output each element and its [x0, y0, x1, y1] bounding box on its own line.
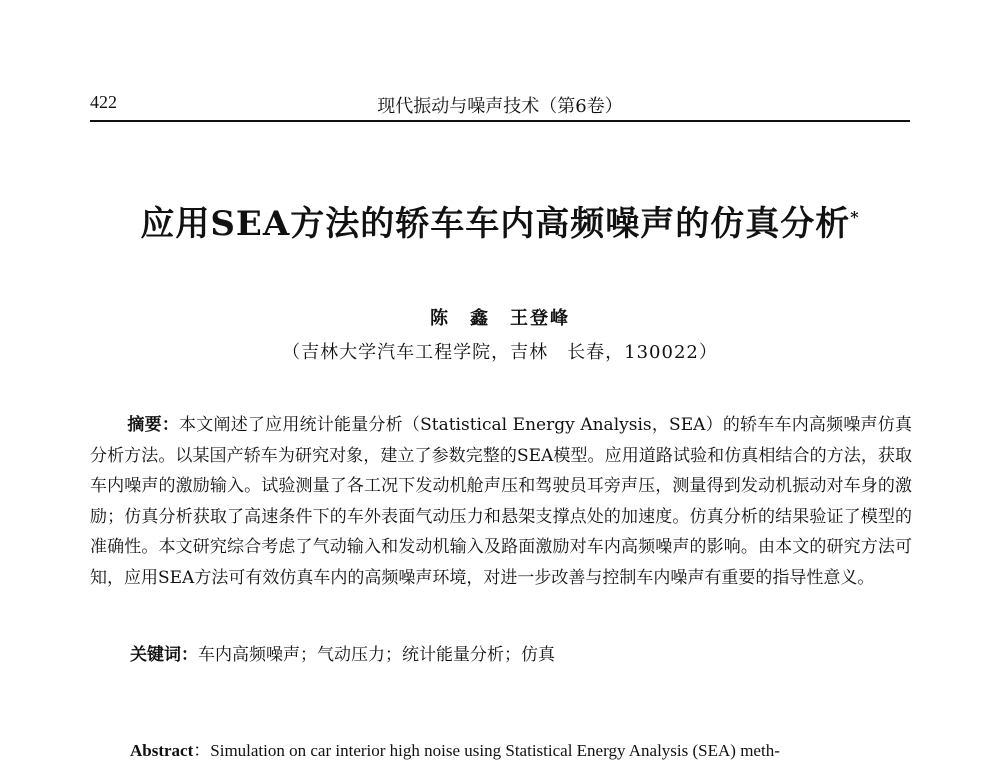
abstract-en-text: Simulation on car interior high noise using Statistical Energy Analysis (SEA) meth-: [210, 741, 780, 760]
keywords-text: 车内高频噪声；气动压力；统计能量分析；仿真: [198, 645, 555, 665]
page-number: 422: [90, 92, 117, 112]
title-footnote-mark: *: [850, 207, 860, 227]
abstract-en-separator: ：: [193, 741, 211, 760]
header-rule: [90, 120, 910, 122]
abstract-en-label: Abstract: [130, 741, 194, 760]
keywords: [130, 640, 910, 665]
keywords-label: 关键词：: [130, 645, 198, 665]
abstract-chinese: [90, 410, 912, 593]
affiliation: （吉林大学汽车工程学院，吉林 长春，130022）: [282, 342, 718, 363]
running-header: [90, 88, 910, 122]
paper-title: [60, 196, 940, 245]
abstract-text: 本文阐述了应用统计能量分析（Statistical Energy Analysis，SEA）的轿车车内高频噪声仿真分析方法。以某国产轿车为研究对象，建立了参数完整的SEA模型。应用道路试验和仿真相结合的方法，获取车内噪声的激励输入。试验测量了各工况下发动机舱声压和驾驶员耳旁声压，测量得到发动机振动对车身的激励；仿真分析获取了高速条件下的车外表面气动压力和悬架支撑点处的加速度。仿真分析的结果验证了模型的准确性。本文研究综合考虑了气动输入和发动机输入及路面激励对车内高频噪声的影响。由本文的研究方法可知，应用SEA方法可有效仿真车内的高频噪声环境，对进一步改善与控制车内噪声有重要的指导性意义。: [90, 415, 912, 588]
authors: 陈 鑫 王登峰: [430, 308, 570, 329]
journal-name: 现代振动与噪声技术（第6卷）: [377, 96, 623, 117]
paper-title-text: 应用SEA方法的轿车车内高频噪声的仿真分析: [140, 204, 851, 244]
abstract-english: [130, 736, 920, 760]
abstract-label: 摘要：: [127, 415, 180, 435]
